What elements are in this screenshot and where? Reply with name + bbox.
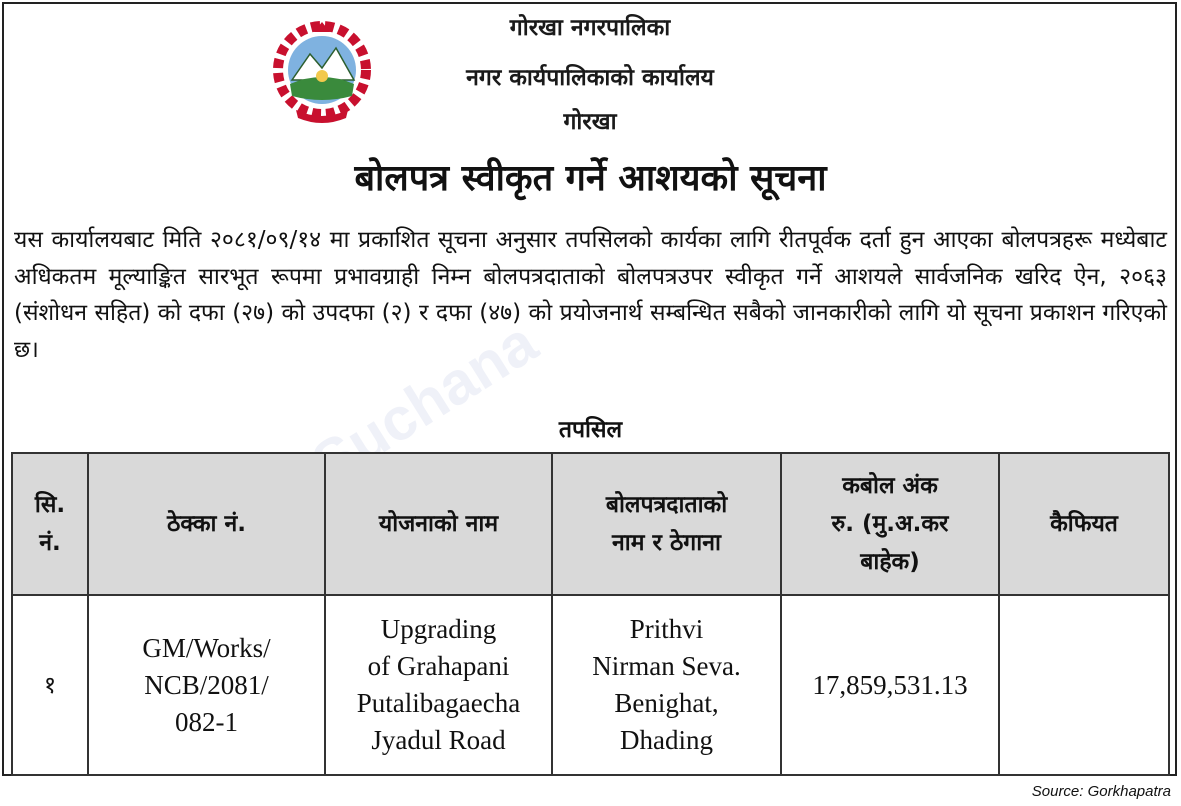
cell-serial-no: १ bbox=[12, 595, 88, 775]
notice-body: यस कार्यालयबाट मिति २०८१/०९/१४ मा प्रकाशित सूचना अनुसार तपसिलको कार्यका लागि रीतपूर्वक दर्ता हुन आएका बोलपत्रहरू मध्येबाट अधिकतम मूल्याङ्कित सारभूत रूपमा प्रभावग्राही निम्न बोलपत्रदाताको बोलपत्रउपर स्वीकृत गर्ने आशयले सार्वजनिक खरिद ऐन, २०६३ (संशोधन सहित) को दफा (२७) को उपदफा (२) र दफा (४७) को प्रयोजनार्थ सम्बन्धित सबैको जानकारीको लागि यो सूचना प्रकाशन गरिएको छ। bbox=[14, 227, 1167, 363]
header-serial-no: सि. नं. bbox=[12, 453, 88, 595]
details-label: तपसिल bbox=[558, 417, 623, 443]
office-location: गोरखा bbox=[563, 109, 617, 135]
cell-bidder: Prithvi Nirman Seva. Benighat, Dhading bbox=[552, 595, 781, 775]
cell-bid-amount: 17,859,531.13 bbox=[781, 595, 999, 775]
table-row bbox=[12, 595, 1169, 775]
cell-remarks bbox=[999, 595, 1169, 775]
municipality-name: गोरखा नगरपालिका bbox=[509, 15, 671, 41]
cell-project-name: Upgrading of Grahapani Putalibagaecha Jyadul Road bbox=[325, 595, 552, 775]
source-credit: Source: Gorkhapatra bbox=[1031, 783, 1171, 800]
header-bidder: बोलपत्रदाताको नाम र ठेगाना bbox=[552, 453, 781, 595]
header-contract-no: ठेक्का नं. bbox=[88, 453, 325, 595]
header-bid-amount: कबोल अंक रु. (मु.अ.कर बाहेक) bbox=[781, 453, 999, 595]
nepal-emblem-icon bbox=[266, 18, 378, 130]
office-name: नगर कार्यपालिकाको कार्यालय bbox=[466, 65, 714, 91]
cell-contract-no: GM/Works/ NCB/2081/ 082-1 bbox=[88, 595, 325, 775]
header-remarks: कैफियत bbox=[999, 453, 1169, 595]
table-header-row bbox=[12, 453, 1169, 595]
header-project-name: योजनाको नाम bbox=[325, 453, 552, 595]
notice-title: बोलपत्र स्वीकृत गर्ने आशयको सूचना bbox=[354, 158, 827, 199]
bid-table bbox=[11, 452, 1170, 776]
